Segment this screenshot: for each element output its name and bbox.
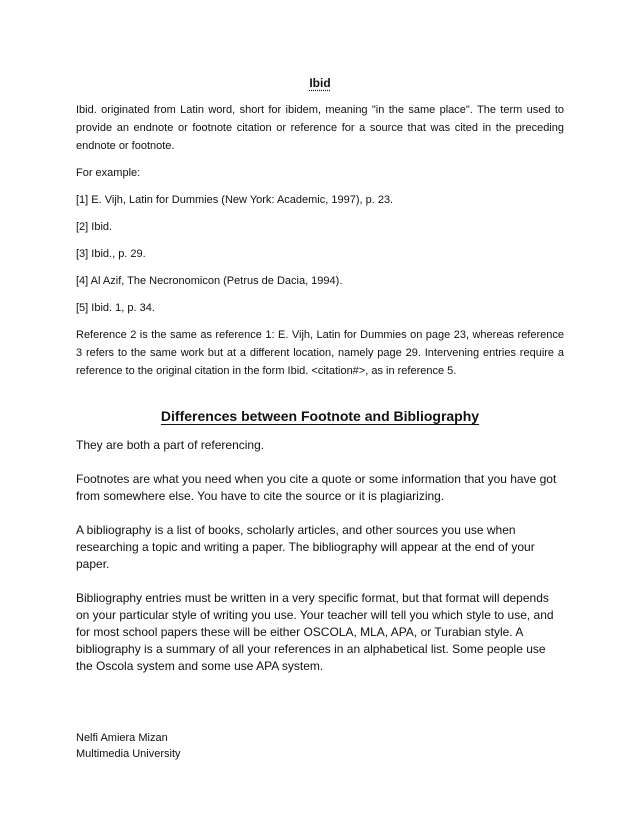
differences-paragraph: Bibliography entries must be written in a very specific format, but that format will depends on your particular style of writing you use. Your teacher will tell you which style to use, and for most school papers these will be either OSCOLA, MLA, APA, or Turabian style. A bibliography is a summary of all your references in an alphabetical list. Some people use the Oscola system and some use APA system. (76, 591, 554, 673)
institution-name: Multimedia University (76, 748, 181, 760)
reference-item: [3] Ibid., p. 29. (76, 248, 146, 260)
author-name: Nelfi Amiera Mizan (76, 732, 168, 744)
author-footer (76, 730, 181, 762)
reference-item: [5] Ibid. 1, p. 34. (76, 302, 155, 314)
differences-section (76, 408, 564, 692)
reference-item: [4] Al Azif, The Necronomicon (Petrus de Dacia, 1994). (76, 275, 343, 287)
differences-paragraph: They are both a part of referencing. (76, 438, 265, 452)
differences-paragraph: A bibliography is a list of books, scholarly articles, and other sources you use when researching a topic and writing a paper. The bibliography will appear at the end of your paper. (76, 523, 535, 571)
differences-title: Differences between Footnote and Bibliography (160, 408, 480, 424)
ibid-intro: Ibid. originated from Latin word, short for ibidem, meaning "in the same place". The term used to provide an endnote or footnote citation or reference for a source that was cited in the preceding endnote or footnote. (76, 104, 564, 152)
ibid-title: Ibid (309, 76, 331, 90)
ibid-explanation: Reference 2 is the same as reference 1: E. Vijh, Latin for Dummies on page 23, whereas reference 3 refers to the same work but at a different location, namely page 29. Intervening entries require a reference to the original citation in the form Ibid. <citation#>, as in reference 5. (76, 329, 564, 377)
example-label: For example: (76, 167, 141, 179)
reference-item: [1] E. Vijh, Latin for Dummies (New York: Academic, 1997), p. 23. (76, 194, 394, 206)
ibid-section (76, 74, 564, 389)
differences-paragraph: Footnotes are what you need when you cite a quote or some information that you have got from somewhere else. You have to cite the source or it is plagiarizing. (76, 472, 557, 503)
reference-item: [2] Ibid. (76, 221, 113, 233)
